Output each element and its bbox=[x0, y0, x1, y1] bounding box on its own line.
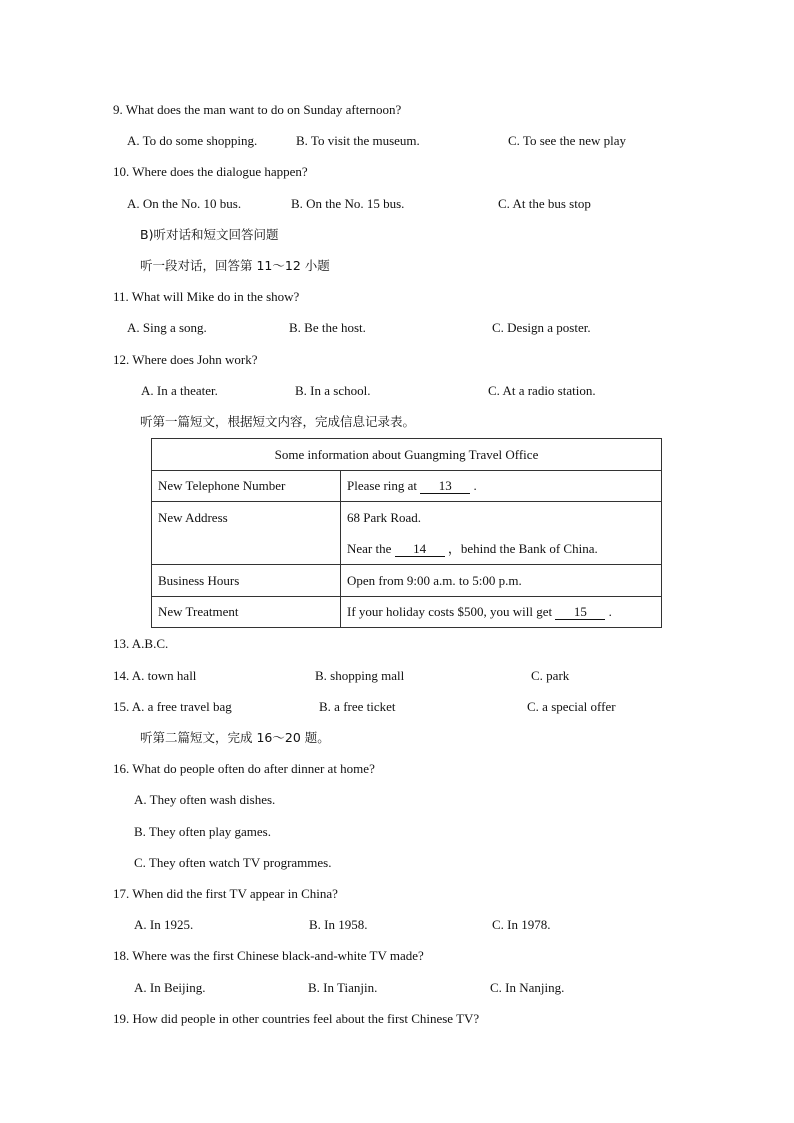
question-10-stem: 10. Where does the dialogue happen? bbox=[113, 164, 308, 179]
row-label-hours: Business Hours bbox=[152, 565, 341, 597]
question-14-option-b: B. shopping mall bbox=[315, 668, 405, 683]
row-value-telephone: Please ring at 13 . bbox=[341, 471, 662, 502]
question-15-option-c: C. a special offer bbox=[527, 699, 616, 714]
question-18-option-a: A. In Beijing. bbox=[134, 980, 206, 995]
question-17-option-c: C. In 1978. bbox=[492, 917, 551, 932]
address-line-1: 68 Park Road. bbox=[347, 510, 422, 525]
row-value-address bbox=[341, 502, 662, 565]
row-label-telephone: New Telephone Number bbox=[152, 471, 341, 502]
row-value-hours: Open from 9:00 a.m. to 5:00 p.m. bbox=[341, 565, 662, 597]
question-12-stem: 12. Where does John work? bbox=[113, 352, 258, 367]
question-12-option-b: B. In a school. bbox=[295, 383, 371, 398]
question-16-option-c: C. They often watch TV programmes. bbox=[134, 855, 332, 870]
info-table bbox=[151, 438, 662, 628]
question-9-option-b: B. To visit the museum. bbox=[296, 133, 420, 148]
blank-14: 14 bbox=[395, 542, 445, 557]
question-10-option-b: B. On the No. 15 bus. bbox=[291, 196, 405, 211]
question-9-stem: 9. What does the man want to do on Sunday afternoon? bbox=[113, 102, 402, 117]
question-11-option-b: B. Be the host. bbox=[289, 320, 366, 335]
question-13-stem: 13. A.B.C. bbox=[113, 636, 169, 651]
question-18-option-c: C. In Nanjing. bbox=[490, 980, 565, 995]
question-11-option-c: C. Design a poster. bbox=[492, 320, 591, 335]
question-12-option-c: C. At a radio station. bbox=[488, 383, 596, 398]
table-row bbox=[152, 502, 662, 565]
row-value-treatment: If your holiday costs $500, you will get 15 . bbox=[341, 597, 662, 628]
question-9-option-a: A. To do some shopping. bbox=[127, 133, 258, 148]
question-16-option-b: B. They often play games. bbox=[134, 824, 271, 839]
question-17-option-b: B. In 1958. bbox=[309, 917, 368, 932]
question-10-option-a: A. On the No. 10 bus. bbox=[127, 196, 242, 211]
question-9-option-c: C. To see the new play bbox=[508, 133, 626, 148]
question-15-option-a: 15. A. a free travel bag bbox=[113, 699, 232, 714]
question-12-option-a: A. In a theater. bbox=[141, 383, 218, 398]
section-b-instruction: 听一段对话，回答第 11～12 小题 bbox=[140, 258, 330, 273]
section-b-title: B)听对话和短文回答问题 bbox=[140, 227, 279, 242]
question-17-option-a: A. In 1925. bbox=[134, 917, 194, 932]
table-row bbox=[152, 565, 662, 597]
address-line-2: Near the 14 ，behind the Bank of China. bbox=[347, 541, 598, 556]
blank-15: 15 bbox=[555, 605, 605, 620]
info-table-header: Some information about Guangming Travel Office bbox=[152, 439, 662, 471]
row-label-address: New Address bbox=[152, 502, 341, 565]
table-row bbox=[152, 597, 662, 628]
question-17-stem: 17. When did the first TV appear in China? bbox=[113, 886, 338, 901]
question-19-stem: 19. How did people in other countries feel about the first Chinese TV? bbox=[113, 1011, 480, 1026]
question-11-stem: 11. What will Mike do in the show? bbox=[113, 289, 300, 304]
question-18-stem: 18. Where was the first Chinese black-and-white TV made? bbox=[113, 948, 424, 963]
passage-2-instruction: 听第二篇短文，完成 16～20 题。 bbox=[140, 730, 330, 745]
question-15-option-b: B. a free ticket bbox=[319, 699, 396, 714]
question-10-option-c: C. At the bus stop bbox=[498, 196, 591, 211]
blank-13: 13 bbox=[420, 479, 470, 494]
question-16-option-a: A. They often wash dishes. bbox=[134, 792, 276, 807]
question-16-stem: 16. What do people often do after dinner at home? bbox=[113, 761, 375, 776]
row-label-treatment: New Treatment bbox=[152, 597, 341, 628]
question-14-option-c: C. park bbox=[531, 668, 570, 683]
table-row bbox=[152, 471, 662, 502]
passage-1-instruction: 听第一篇短文，根据短文内容，完成信息记录表。 bbox=[140, 414, 416, 429]
question-14-option-a: 14. A. town hall bbox=[113, 668, 197, 683]
question-18-option-b: B. In Tianjin. bbox=[308, 980, 378, 995]
question-11-option-a: A. Sing a song. bbox=[127, 320, 207, 335]
